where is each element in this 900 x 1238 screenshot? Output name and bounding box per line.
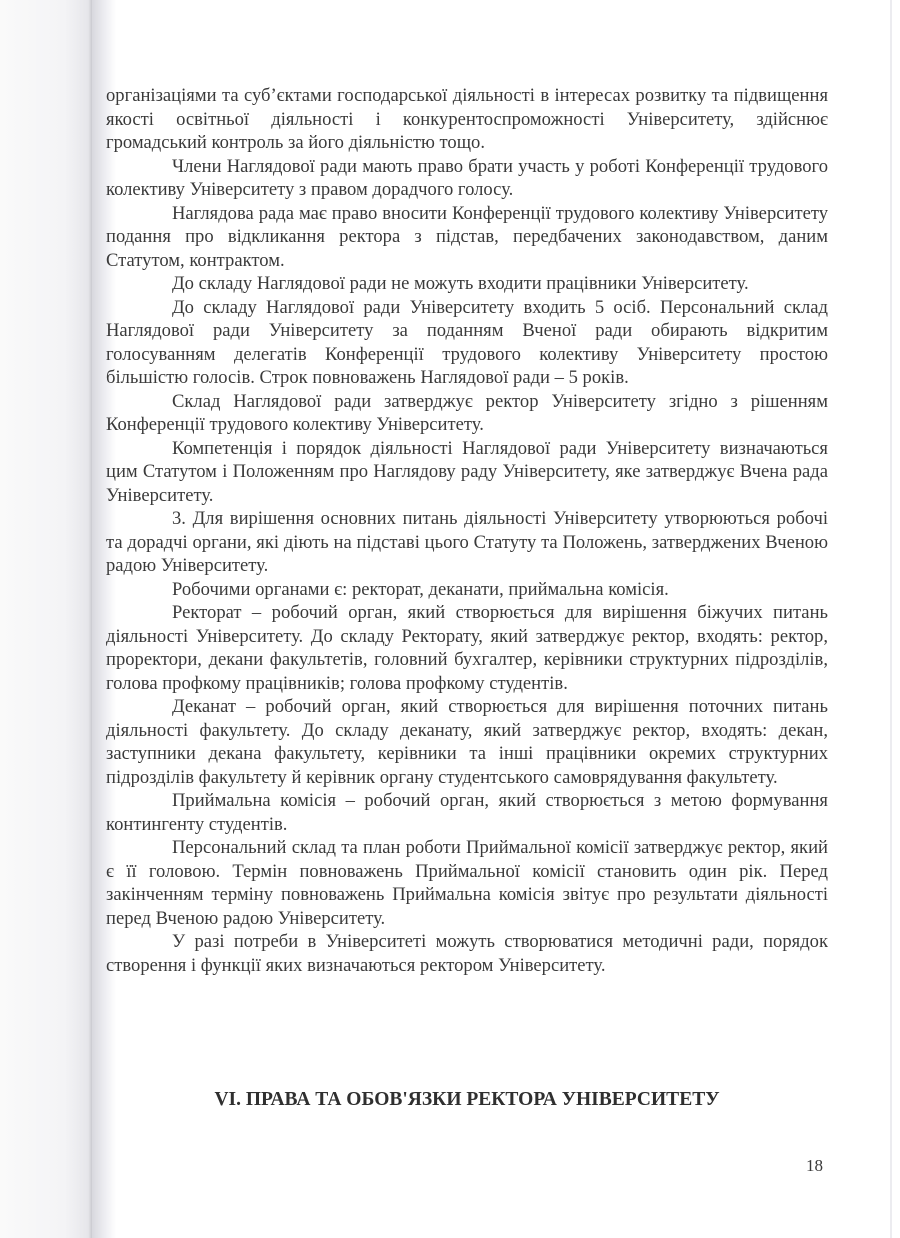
paragraph: Члени Наглядової ради мають право брати участь у роботі Конференції трудового колективу Університету з правом дорадчого голосу.: [106, 155, 828, 200]
paragraph: 3. Для вирішення основних питань діяльності Університету утворюються робочі та дорадчі органи, які діють на підставі цього Статуту та Положень, затверджених Вченою радою Університету.: [106, 508, 828, 576]
paragraph: Компетенція і порядок діяльності Наглядової ради Університету визначаються цим Статутом і Положенням про Наглядову раду Університету, яке затверджує Вчена рада Університету.: [106, 437, 828, 506]
paragraph: Персональний склад та план роботи Приймальної комісії затверджує ректор, який є її головою. Термін повноважень Приймальної комісії становить один рік. Перед закінченням терміну повноважень Приймальна комісія звітує про результати діяльності перед Вченою радою Університету.: [106, 837, 828, 929]
page-number: 18: [806, 1156, 823, 1175]
scan-right-edge: [890, 0, 892, 1238]
paragraph: Склад Наглядової ради затверджує ректор Університету згідно з рішенням Конференції трудового колективу Університету.: [106, 390, 828, 435]
section-heading: VI. ПРАВА ТА ОБОВ'ЯЗКИ РЕКТОРА УНІВЕРСИТЕТУ: [214, 1089, 720, 1110]
paragraph: організаціями та суб’єктами господарської діяльності в інтересах розвитку та підвищення якості освітньої діяльності і конкурентоспроможності Університету, здійснює громадський контроль за його діяльністю тощо.: [106, 85, 828, 153]
document-body: [106, 84, 828, 977]
paragraph: Наглядова рада має право вносити Конференції трудового колективу Університету подання про відкликання ректора з підстав, передбачених законодавством, даним Статутом, контрактом.: [106, 202, 828, 271]
paragraph: Приймальна комісія – робочий орган, який створюється з метою формування контингенту студентів.: [106, 790, 828, 835]
paragraph: До складу Наглядової ради не можуть входити працівники Університету.: [172, 273, 749, 294]
paragraph: Деканат – робочий орган, який створюється для вирішення поточних питань діяльності факультету. До складу деканату, який затверджує ректор, входять: декан, заступники декана факультету, керівники та інші працівники окремих структурних підрозділів факультету й керівник органу студентського самоврядування факультету.: [106, 696, 828, 788]
paragraph: У разі потреби в Університеті можуть створюватися методичні ради, порядок створення і функції яких визначаються ректором Університету.: [106, 931, 828, 976]
paragraph: Робочими органами є: ректорат, деканати, приймальна комісія.: [172, 578, 669, 600]
paragraph: Ректорат – робочий орган, який створюється для вирішення біжучих питань діяльності Університету. До складу Ректорату, який затверджує ректор, входять: ректор, проректори, декани факультетів, головний бухгалтер, керівники структурних підрозділів, голова профкому працівників; голова профкому студентів.: [106, 602, 828, 694]
scan-left-margin: [0, 0, 92, 1238]
paragraph: До складу Наглядової ради Університету входить 5 осіб. Персональний склад Наглядової ради Університету за поданням Вченої ради обирають відкритим голосуванням делегатів Конференції трудового колективу Університету простою більшістю голосів. Строк повноважень Наглядової ради – 5 років.: [106, 296, 828, 388]
